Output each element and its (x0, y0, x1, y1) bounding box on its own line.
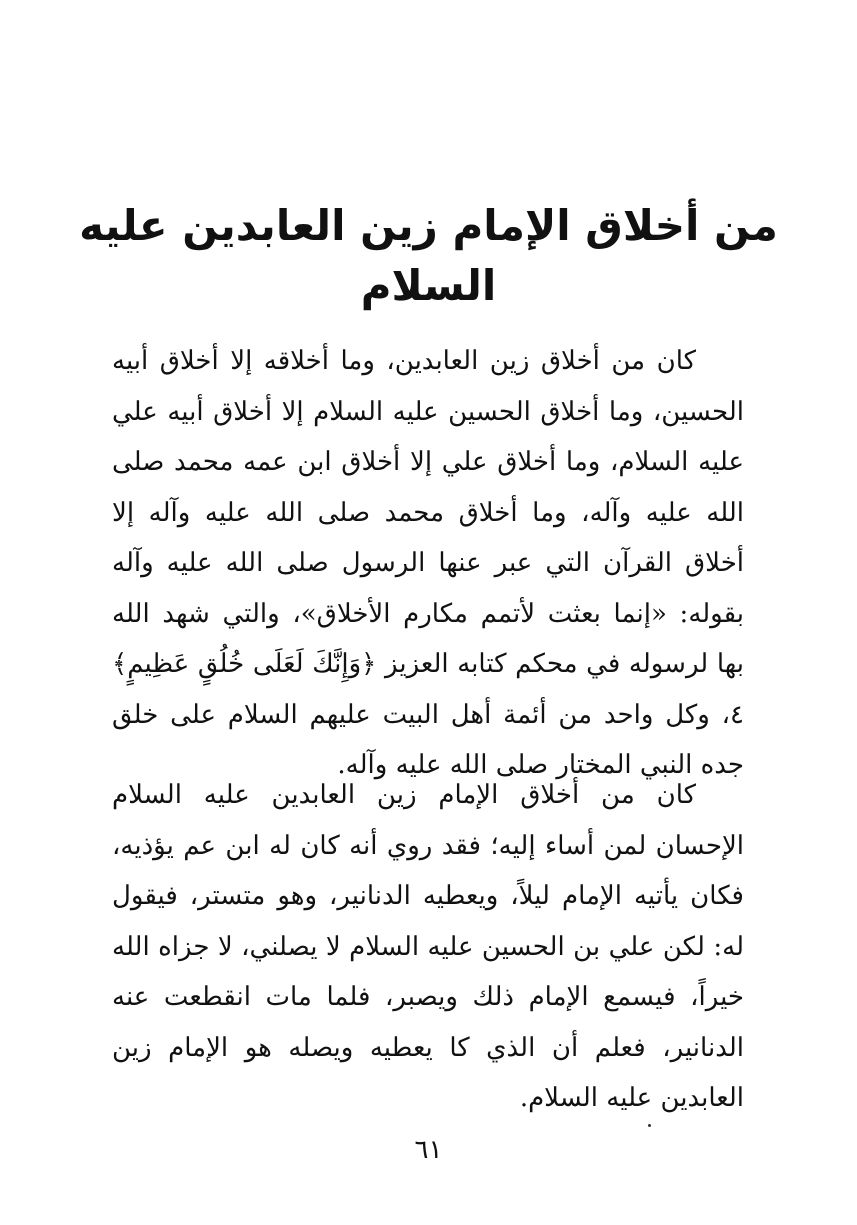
paragraph-1 (112, 336, 744, 791)
paragraph-2 (112, 770, 744, 1124)
print-speck (648, 1124, 651, 1127)
paragraph-2-text: كان من أخلاق الإمام زين العابدين عليه السلام الإحسان لمن أساء إليه؛ فقد روي أنه كان له ابن عم يؤذيه، فكان يأتيه الإمام ليلاً، ويعطيه الدنانير، وهو متستر، فيقول له: لكن علي بن الحسين عليه السلام لا يصلني، لا جزاه الله خيراً، فيسمع الإمام ذلك ويصبر، فلما مات انقطعت عنه الدنانير، فعلم أن الذي كا يعطيه ويصله هو الإمام زين العابدين عليه السلام. (112, 780, 744, 1113)
page-number: ٦١ (414, 1135, 443, 1165)
paragraph-1-text: كان من أخلاق زين العابدين، وما أخلاقه إلا أخلاق أبيه الحسين، وما أخلاق الحسين عليه السلام إلا أخلاق أبيه علي عليه السلام، وما أخلاق علي إلا أخلاق ابن عمه محمد صلى الله عليه وآله، وما أخلاق محمد صلى الله عليه وآله إلا أخلاق القرآن التي عبر عنها الرسول صلى الله عليه وآله بقوله: «إنما بعثت لأتمم مكارم الأخلاق»، والتي شهد الله بها لرسوله في محكم كتابه العزيز ﴿وَإِنَّكَ لَعَلَى خُلُقٍ عَظِيمٍ﴾ ٤، وكل واحد من أئمة أهل البيت عليهم السلام على خلق جده النبي المختار صلى الله عليه وآله. (112, 346, 744, 780)
chapter-title: من أخلاق الإمام زين العابدين عليه السلام (79, 201, 778, 310)
